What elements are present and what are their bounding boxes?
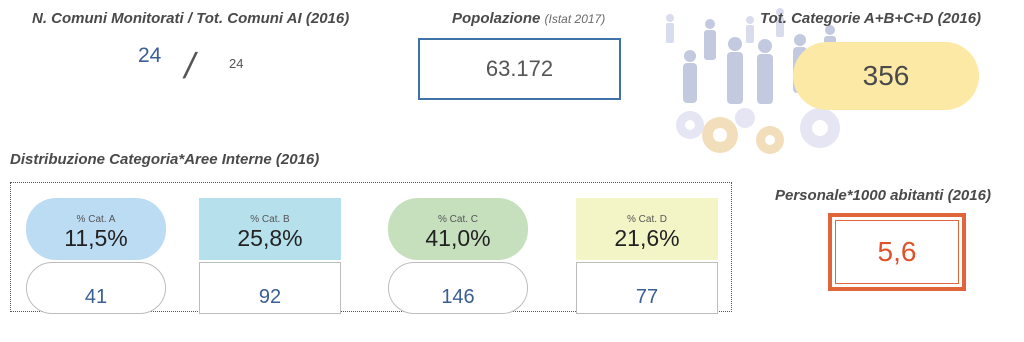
categoria-d-percent: 21,6% xyxy=(614,224,680,251)
categoria-a-label: % Cat. A xyxy=(76,213,116,225)
categoria-c-percent-card xyxy=(388,198,528,260)
popolazione-title xyxy=(452,10,605,27)
categoria-d-count: 77 xyxy=(635,286,659,308)
totale-categorie-value: 356 xyxy=(862,60,910,91)
personale-title: Personale*1000 abitanti (2016) xyxy=(775,187,991,204)
totale-categorie-title: Tot. Categorie A+B+C+D (2016) xyxy=(760,10,982,27)
popolazione-source: (Istat 2017) xyxy=(544,12,606,26)
categoria-a-percent-card xyxy=(26,198,166,260)
categoria-b-count-card xyxy=(199,262,341,314)
popolazione-value: 63.172 xyxy=(485,56,554,81)
totale-categorie-box xyxy=(793,42,979,110)
categoria-b-label: % Cat. B xyxy=(250,213,290,225)
distribuzione-title: Distribuzione Categoria*Aree Interne (2016) xyxy=(10,151,320,168)
categoria-d-label: % Cat. D xyxy=(626,213,667,225)
categoria-b-percent-card xyxy=(199,198,341,260)
categoria-c-count-card xyxy=(388,262,528,314)
popolazione-title-text: Popolazione xyxy=(452,10,541,27)
comuni-totale-value: 24 xyxy=(229,56,244,71)
comuni-title: N. Comuni Monitorati / Tot. Comuni AI (2016) xyxy=(32,10,350,27)
comuni-separator: / xyxy=(180,45,200,86)
categoria-a-count: 41 xyxy=(84,286,108,308)
popolazione-box xyxy=(418,38,621,100)
personale-value: 5,6 xyxy=(877,236,917,267)
categoria-b-percent: 25,8% xyxy=(237,224,303,251)
categoria-a-count-card xyxy=(26,262,166,314)
personale-box xyxy=(828,213,966,291)
categoria-d-count-card xyxy=(576,262,718,314)
categoria-a-percent: 11,5% xyxy=(64,224,128,251)
categoria-c-label: % Cat. C xyxy=(437,213,478,225)
categoria-d-percent-card xyxy=(576,198,718,260)
categoria-b-count: 92 xyxy=(258,286,282,308)
comuni-monitorati-value: 24 xyxy=(138,44,162,67)
categoria-c-count: 146 xyxy=(441,286,475,308)
categoria-c-percent: 41,0% xyxy=(425,224,491,251)
